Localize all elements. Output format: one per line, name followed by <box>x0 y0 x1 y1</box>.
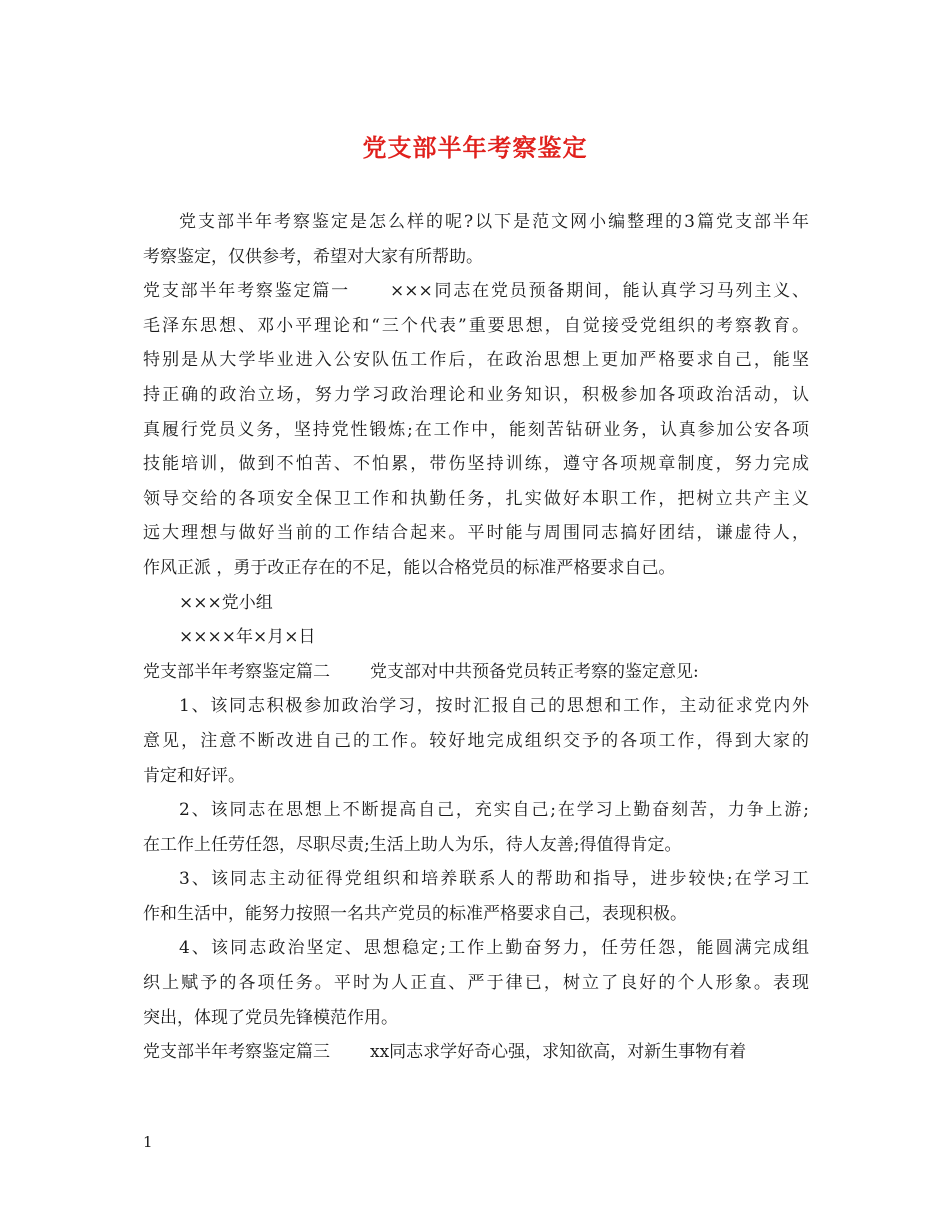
page-number: 1 <box>143 1133 153 1151</box>
body-line: 在工作上任劳任怨，尽职尽责;生活上助人为乐，待人友善;得值得肯定。 <box>143 834 682 855</box>
body-line: 持正确的政治立场，努力学习政治理论和业务知识，积极参加各项政治活动，认 <box>143 384 809 405</box>
section-heading-line <box>143 655 809 690</box>
signature-line: ×××党小组 <box>179 592 273 613</box>
body-line: 作风正派 ，勇于改正存在的不足，能以合格党员的标准严格要求自己。 <box>143 557 676 578</box>
date-line: ××××年×月×日 <box>179 627 316 648</box>
section-heading: 党支部半年考察鉴定篇二 <box>143 661 330 682</box>
body-line: 2、该同志在思想上不断提高自己，充实自己;在学习上勤奋刻苦，力争上游; <box>179 800 809 821</box>
body-line: 真履行党员义务，坚持党性锻炼;在工作中，能刻苦钻研业务，认真参加公安各项 <box>143 419 809 440</box>
section-heading-line <box>143 274 809 309</box>
section-heading-line <box>143 1035 809 1070</box>
intro-line: 考察鉴定，仅供参考，希望对大家有所帮助。 <box>143 246 483 267</box>
body-line: 意见，注意不断改进自己的工作。较好地完成组织交予的各项工作，得到大家的 <box>143 730 809 751</box>
body-line: 4、该同志政治坚定、思想稳定;工作上勤奋努力，任劳任怨，能圆满完成组 <box>179 938 809 959</box>
body-line: 肯定和好评。 <box>143 765 245 786</box>
body-line: 毛泽东思想、邓小平理论和“三个代表”重要思想，自觉接受党组织的考察教育。 <box>143 315 809 336</box>
body-line: 特别是从大学毕业进入公安队伍工作后，在政治思想上更加严格要求自己，能坚 <box>143 350 809 371</box>
body-line: 技能培训，做到不怕苦、不怕累，带伤坚持训练，遵守各项规章制度，努力完成 <box>143 454 809 475</box>
section-lead-text: ×××同志在党员预备期间，能认真学习马列主义、 <box>389 281 809 302</box>
body-line: 1、该同志积极参加政治学习，按时汇报自己的思想和工作，主动征求党内外 <box>179 696 809 717</box>
section-lead-text: xx同志求学好奇心强，求知欲高，对新生事物有着 <box>370 1042 747 1063</box>
body-line: 作和生活中，能努力按照一名共产党员的标准严格要求自己，表现积极。 <box>143 903 687 924</box>
document-body <box>143 205 809 1070</box>
body-line: 织上赋予的各项任务。平时为人正直、严于律已，树立了良好的个人形象。表现 <box>143 973 809 994</box>
document-title: 党支部半年考察鉴定 <box>362 133 588 162</box>
section-heading: 党支部半年考察鉴定篇三 <box>143 1042 330 1063</box>
intro-line: 党支部半年考察鉴定是怎么样的呢?以下是范文网小编整理的3篇党支部半年 <box>179 212 809 232</box>
body-line: 3、该同志主动征得党组织和培养联系人的帮助和指导，进步较快;在学习工 <box>179 869 809 890</box>
section-lead-text: 党支部对中共预备党员转正考察的鉴定意见: <box>370 661 699 682</box>
body-line: 突出，体现了党员先锋模范作用。 <box>143 1007 398 1028</box>
body-line: 领导交给的各项安全保卫工作和执勤任务，扎实做好本职工作，把树立共产主义 <box>143 488 809 509</box>
body-line: 远大理想与做好当前的工作结合起来。平时能与周围同志搞好团结，谦虚待人， <box>143 523 809 544</box>
section-heading: 党支部半年考察鉴定篇一 <box>143 281 350 302</box>
